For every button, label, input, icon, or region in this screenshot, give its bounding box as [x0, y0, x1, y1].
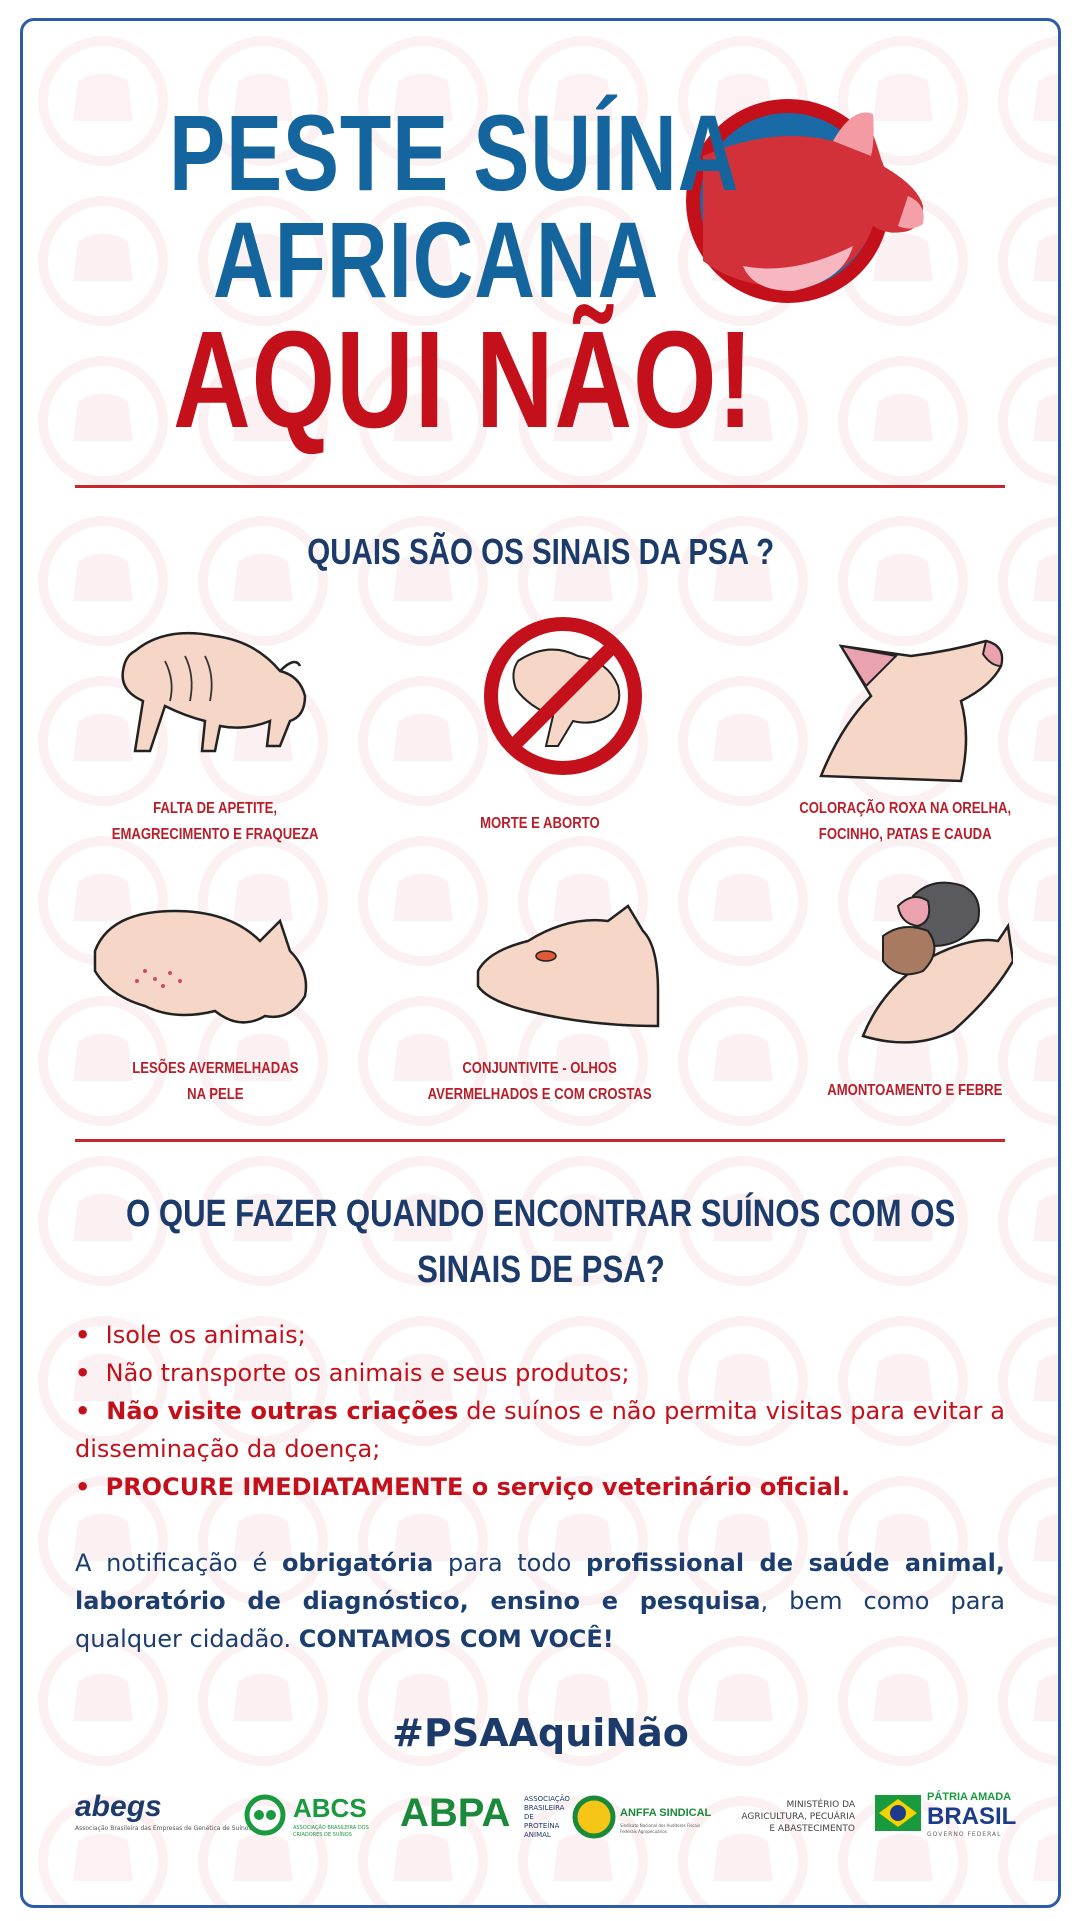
notification-text: A notificação é obrigatória para todo profissional de saúde animal, laboratório de diagnóstico, ensino e pesquisa, bem como para qualquer cidadão. CONTAMOS COM VOCÊ! [75, 1549, 1005, 1653]
title-line-2: AFRICANA [213, 199, 660, 320]
prohibited-pig-icon [478, 611, 648, 781]
mapa-logo: MINISTÉRIO DA AGRICULTURA, PECUÁRIA E ABASTECIMENTO [741, 1800, 855, 1834]
action-item-3: • Não visite outras criações de suínos e não permita visitas para evitar a disseminação da doença; [75, 1397, 1005, 1463]
divider-middle [75, 1139, 1005, 1142]
action-item-1: • Isole os animais; [75, 1321, 306, 1349]
thin-pig-icon [105, 611, 315, 761]
abegs-logo: abegs Associação Brasileira das Empresas de Genética de Suínos [75, 1790, 252, 1832]
sign-caption-6: AMONTOAMENTO E FEBRE [827, 1082, 1003, 1099]
pig-head-eye-icon [468, 901, 668, 1031]
sponsor-logos [75, 1789, 1017, 1859]
anffa-icon [572, 1795, 616, 1839]
title-line-3: AQUI NÃO! [173, 303, 755, 457]
anffa-logo: ANFFA SINDICAL Sindicato Nacional dos Auditores Fiscais Federais Agropecuários [572, 1789, 712, 1859]
sign-caption-4: LESÕES AVERMELHADAS NA PELE [131, 1060, 299, 1103]
divider-top [75, 485, 1005, 488]
abcs-icon [243, 1793, 287, 1837]
poster [20, 18, 1061, 1908]
action-item-2: • Não transporte os animais e seus produtos; [75, 1359, 630, 1387]
hashtag: #PSAAquiNão [392, 1711, 689, 1755]
title-block [23, 21, 1058, 471]
title-line-1: PESTE SUÍNA [169, 92, 740, 213]
sign-caption-5: CONJUNTIVITE - OLHOS AVERMELHADOS E COM CROSTAS [427, 1060, 653, 1103]
purple-ear-pig-icon [811, 626, 1011, 786]
abpa-logo: ABPA ASSOCIAÇÃO BRASILEIRA DE PROTEÍNA ANIMAL [400, 1791, 570, 1839]
action-item-4: • PROCURE IMEDIATAMENTE o serviço veterinário oficial. [75, 1473, 851, 1501]
brasil-logo: PÁTRIA AMADA BRASIL GOVERNO FEDERAL [875, 1789, 1005, 1859]
signs-heading: QUAIS SÃO OS SINAIS DA PSA ? [307, 531, 774, 572]
actions-list [75, 1316, 1005, 1506]
sign-caption-3: COLORAÇÃO ROXA NA ORELHA, FOCINHO, PATAS E CAUDA [799, 800, 1011, 843]
brazil-flag-icon [875, 1795, 921, 1831]
actions-heading: O QUE FAZER QUANDO ENCONTRAR SUÍNOS COM OS SINAIS DE PSA? [125, 1193, 956, 1291]
sign-caption-1: FALTA DE APETITE, EMAGRECIMENTO E FRAQUEZA [111, 800, 319, 843]
sign-caption-2: MORTE E ABORTO [480, 815, 600, 832]
lying-pig-icon [75, 881, 315, 1041]
abcs-logo: ABCS ASSOCIAÇÃO BRASILEIRA DOS CRIADORES DE SUÍNOS [243, 1789, 383, 1859]
huddled-pigs-icon [823, 866, 1013, 1056]
